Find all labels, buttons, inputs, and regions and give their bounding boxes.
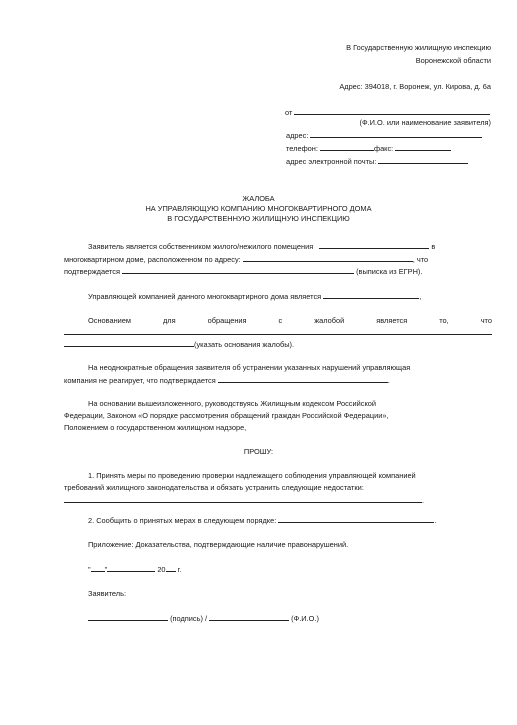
r1-line-3 bbox=[64, 494, 424, 506]
management-company-field[interactable] bbox=[323, 290, 422, 301]
p3-line-3 bbox=[64, 338, 294, 350]
name-field[interactable] bbox=[209, 612, 289, 621]
phone-label: телефон: bbox=[286, 144, 318, 153]
r1-end: . bbox=[422, 496, 425, 505]
p3-word: Основанием bbox=[88, 316, 131, 325]
p3-word: то, bbox=[439, 316, 449, 325]
p5-line-3: Положением о государственном жилищном надзоре, bbox=[64, 423, 247, 432]
p1-text-3: подтверждается bbox=[64, 267, 120, 276]
p2-line bbox=[88, 290, 421, 302]
p2-text: Управляющей компанией данного многоквартирного дома является bbox=[88, 292, 322, 301]
fax-label: факс: bbox=[373, 144, 394, 153]
p1-text-3b: (выписка из ЕГРН). bbox=[356, 267, 423, 276]
date-year-field[interactable] bbox=[166, 563, 176, 572]
p1-text-2: многоквартирном доме, расположенном по адресу: bbox=[64, 255, 241, 264]
signer-label: Заявитель: bbox=[88, 589, 127, 598]
p5-line-2: Федерации, Законом «О порядке рассмотрения обращений граждан Российской Федерации», bbox=[64, 411, 389, 420]
p1-line-2 bbox=[64, 253, 428, 265]
signature-row bbox=[88, 612, 319, 624]
email-label: адрес электронной почты: bbox=[286, 157, 377, 166]
address-field[interactable] bbox=[310, 129, 482, 138]
addressee-line-2: Воронежской области bbox=[415, 56, 491, 65]
p1-text-2b: , что bbox=[412, 255, 429, 264]
date-row bbox=[88, 563, 181, 575]
date-day-field[interactable] bbox=[91, 563, 105, 572]
email-row bbox=[286, 155, 468, 167]
p4-line-1: На неоднократные обращения заявителя об устранении указанных нарушений управляющая bbox=[88, 363, 411, 372]
p1-text-1b: в bbox=[431, 242, 436, 251]
p4-end: . bbox=[387, 376, 390, 385]
p2-end: , bbox=[419, 292, 422, 301]
p1-text-1: Заявитель является собственником жилого/нежилого помещения bbox=[88, 242, 314, 251]
p3-word: является bbox=[376, 316, 408, 325]
confirmation-field[interactable] bbox=[218, 374, 388, 383]
p4-text: компания не реагирует, что подтверждается bbox=[64, 376, 216, 385]
r2-end: . bbox=[434, 516, 437, 525]
addressee-address: Адрес: 394018, г. Воронеж, ул. Кирова, д. 6а bbox=[339, 82, 491, 91]
premises-field[interactable] bbox=[319, 240, 429, 249]
p3-word: обращения bbox=[207, 316, 247, 325]
complaint-grounds-field-1[interactable] bbox=[64, 326, 492, 335]
p3-line-1 bbox=[88, 315, 492, 326]
deficiencies-field[interactable] bbox=[64, 494, 425, 505]
signature-field[interactable] bbox=[88, 612, 168, 621]
signature-label: (подпись) / bbox=[170, 614, 208, 623]
p3-word: с bbox=[278, 316, 283, 325]
p3-word: что bbox=[480, 316, 492, 325]
house-address-field[interactable] bbox=[243, 253, 413, 262]
address-label: адрес: bbox=[286, 131, 309, 140]
from-field[interactable] bbox=[294, 106, 490, 115]
p3-hint: (указать основания жалобы). bbox=[194, 340, 295, 349]
p4-line-2 bbox=[64, 374, 390, 386]
attachment-line: Приложение: Доказательства, подтверждающие наличие правонарушений. bbox=[88, 540, 349, 549]
email-field[interactable] bbox=[378, 155, 468, 164]
date-quote-open: " bbox=[88, 565, 91, 574]
notification-method-field[interactable] bbox=[278, 514, 437, 525]
doc-title: ЖАЛОБА bbox=[242, 194, 275, 203]
phone-fax-row bbox=[286, 142, 451, 154]
address-row bbox=[286, 129, 482, 141]
p5-line-1: На основании вышеизложенного, руководствуясь Жилищным кодексом Российской bbox=[88, 399, 377, 408]
date-month-field[interactable] bbox=[104, 563, 155, 574]
request-heading: ПРОШУ: bbox=[243, 447, 274, 456]
from-hint: (Ф.И.О. или наименование заявителя) bbox=[359, 118, 491, 127]
date-year-prefix: 20 bbox=[157, 565, 166, 574]
doc-subtitle-2: В ГОСУДАРСТВЕННУЮ ЖИЛИЩНУЮ ИНСПЕКЦИЮ bbox=[167, 214, 350, 223]
p3-word: жалобой bbox=[314, 316, 345, 325]
phone-field[interactable] bbox=[320, 142, 374, 151]
ownership-proof-field[interactable] bbox=[122, 265, 354, 274]
r1-line-1: 1. Принять меры по проведению проверки надлежащего соблюдения управляющей компанией bbox=[88, 471, 416, 480]
doc-subtitle-1: НА УПРАВЛЯЮЩУЮ КОМПАНИЮ МНОГОКВАРТИРНОГО ДОМА bbox=[145, 204, 372, 213]
fax-field[interactable] bbox=[395, 142, 451, 151]
p1-line-1 bbox=[88, 240, 435, 252]
addressee-line-1: В Государственную жилищную инспекцию bbox=[346, 43, 491, 52]
complaint-grounds-field-2[interactable] bbox=[64, 338, 194, 347]
r2-text: 2. Сообщить о принятых мерах в следующем порядке: bbox=[88, 516, 277, 525]
from-label: от bbox=[285, 108, 293, 117]
name-label: (Ф.И.О.) bbox=[291, 614, 319, 623]
r2-line bbox=[88, 514, 436, 526]
date-quote-close: " bbox=[104, 565, 108, 574]
p1-line-3 bbox=[64, 265, 422, 277]
date-suffix: г. bbox=[177, 565, 182, 574]
p3-word: для bbox=[163, 316, 176, 325]
r1-line-2: требований жилищного законодательства и обязать устранить следующие недостатки: bbox=[64, 483, 364, 492]
